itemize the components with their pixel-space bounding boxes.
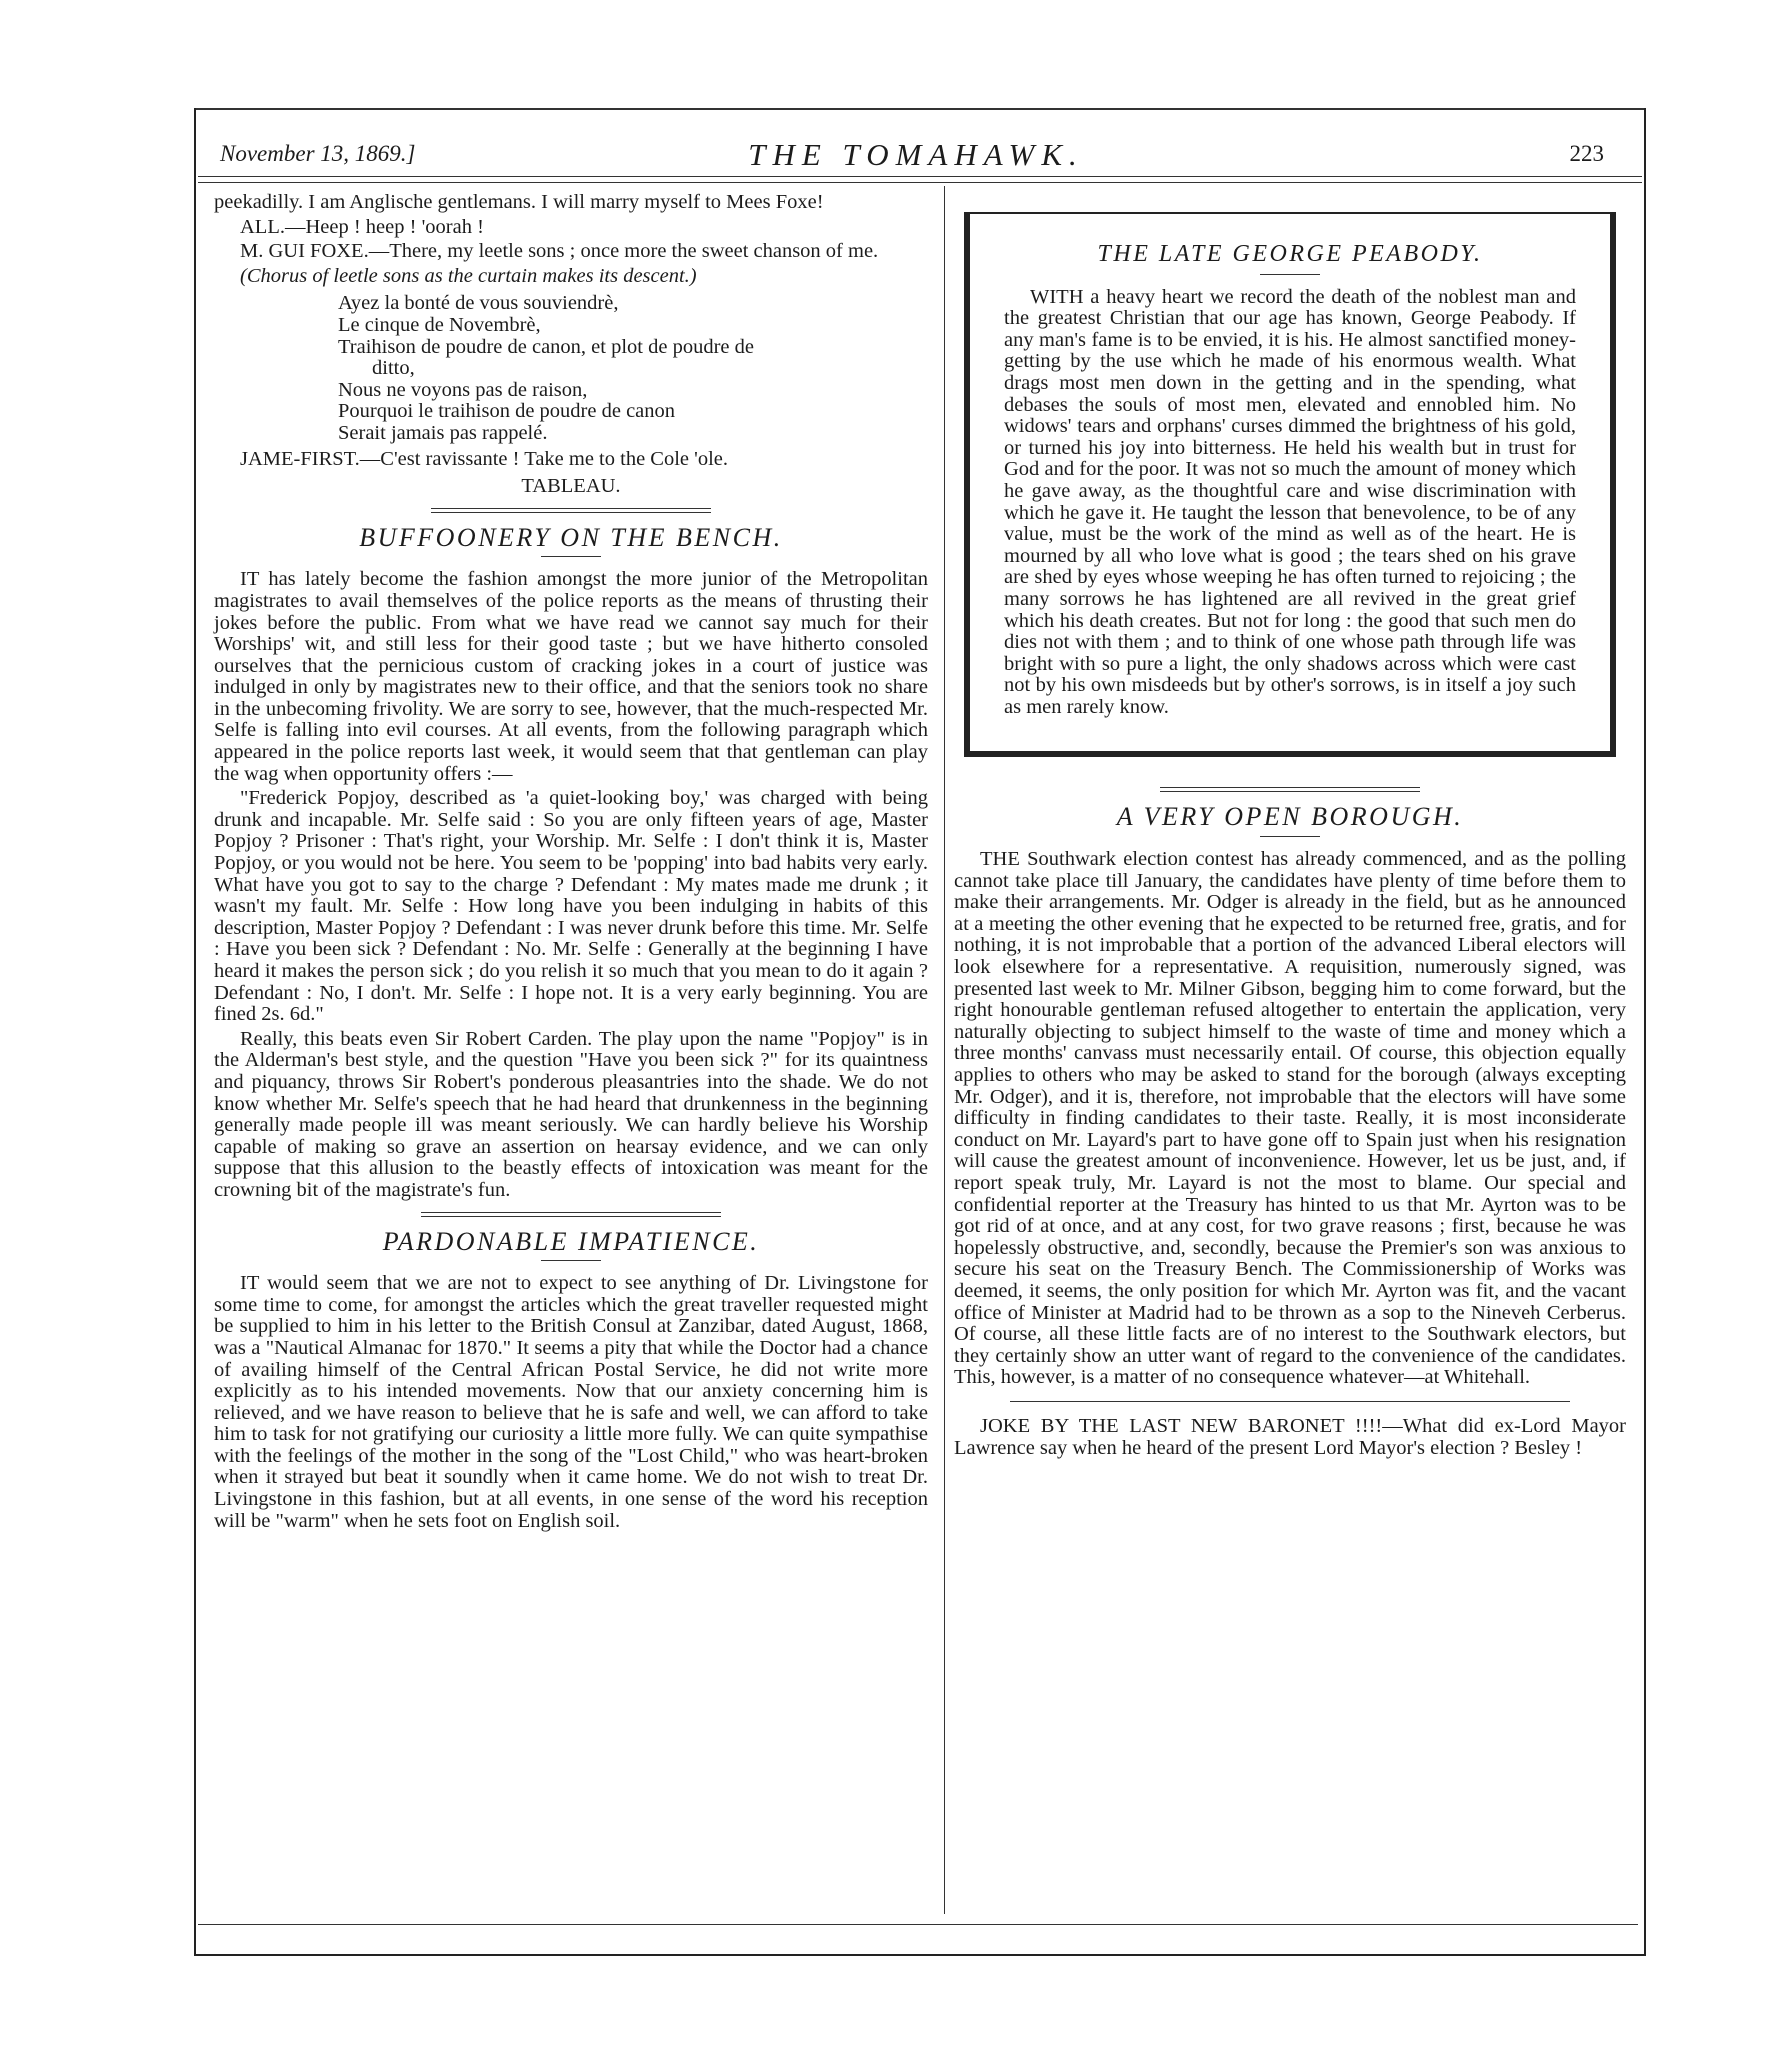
play-closing-line: JAME-FIRST.—C'est ravissante ! Take me to the Cole 'ole. [240, 447, 729, 470]
verse-line: Traihison de poudre de canon, et plot de poudre de [338, 335, 754, 358]
title-rule [541, 556, 601, 557]
verse-line: Serait jamais pas rappelé. [338, 421, 548, 444]
verse-line: Le cinque de Novembrè, [338, 313, 541, 336]
verse-line: Ayez la bonté de vous souviendrè, [338, 292, 619, 315]
joke-text: —What did ex-Lord Mayor Lawrence say when he heard of the present Lord Mayor's election ? Besley ! [954, 1414, 1626, 1459]
buffoonery-paragraph: "Frederick Popjoy, described as 'a quiet-looking boy,' was charged with being drunk and incapable. Mr. Selfe said : So you are only fifteen years of age, Master Popjoy ? Prisoner : That's right, your Worship. Mr. Selfe : I don't think it is, Master Popjoy, or you would not be here. You seem to be 'popping' into bad habits very early. What have you got to say to the charge ? Defendant : My mates made me drunk ; it wasn't my fault. Mr. Selfe : How long have you been indulging in habits of this description, Master Popjoy ? Defendant : I was never drunk before this time. Mr. Selfe : Have you been sick ? Defendant : No. Mr. Selfe : Generally at the beginning I have heard it makes the person sick ; do you relish it so much that you mean to do it again ? Defendant : No, I don't. Mr. Selfe : I hope not. It is a very early beginning. You are fined 2s. 6d." [214, 787, 928, 1026]
article-end-rule [1010, 1401, 1570, 1402]
title-rule [541, 1260, 601, 1261]
section-divider [1160, 787, 1420, 792]
buffoonery-paragraph: IT has lately become the fashion amongst the more junior of the Metropolitan magistrates to avail themselves of the police reports as the means of thrusting their jokes before the public. From what we have read we cannot say much for their Worships' wit, and still less for their good taste ; but we have hitherto consoled ourselves that the pernicious custom of cracking jokes in a court of justice was indulged in only by magistrates new to their office, and that the seniors took no share in the unbecoming frivolity. We are sorry to see, however, that the much-respected Mr. Selfe is falling into evil courses. At all events, from the following paragraph which appeared in the police reports last week, it would seem that that gentleman can play the wag when opportunity offers :— [214, 568, 928, 785]
peabody-title: THE LATE GEORGE PEABODY. [1097, 241, 1483, 267]
pardonable-paragraph: IT would seem that we are not to expect to see anything of Dr. Livingstone for some time to come, for amongst the articles which the great traveller requested might be supplied to him in his letter to the British Consul at Zanzibar, dated August, 1868, was a "Nautical Almanac for 1870." It seems a pity that while the Doctor had a chance of availing himself of the Central African Postal Service, he did not write more explicitly as to his intended movements. Now that our anxiety concerning him is relieved, and we have reason to believe that he is safe and well, we can afford to take him to task for not gratifying our curiosity a little more fully. We can quite sympathise with the feelings of the mother in the song of the "Lost Child," who was heart-broken when it strayed but beat it soundly when it came home. We do not wish to treat Dr. Livingstone in this fashion, but at all events, in one sense of the word his reception will be "warm" when he sets foot on English soil. [214, 1272, 928, 1532]
page-header [214, 137, 1618, 173]
issue-date: November 13, 1869.] [220, 141, 416, 166]
header-rule [198, 176, 1642, 177]
verse-line: Nous ne voyons pas de raison, [338, 378, 588, 401]
header-rule-inner [198, 182, 1642, 183]
play-line: peekadilly. I am Anglische gentlemans. I will marry myself to Mees Foxe! [214, 191, 824, 213]
title-rule [1260, 274, 1320, 275]
obituary-box [964, 212, 1616, 757]
left-column [214, 192, 928, 1535]
page-number: 223 [1569, 141, 1604, 166]
verse-line: ditto, [372, 357, 415, 380]
buffoonery-title: BUFFOONERY ON THE BENCH. [359, 522, 783, 552]
bottom-rule [198, 1924, 1638, 1925]
buffoonery-paragraph: Really, this beats even Sir Robert Carden. The play upon the name "Popjoy" is in the Alderman's best style, and the question "Have you been sick ?" for its quaintness and piquancy, throws Sir Robert's ponderous pleasantries into the shade. We do not know whether Mr. Selfe's speech that he had heard that drunkenness in the beginning generally made people ill was meant seriously. We can hardly believe his Worship capable of making so grave an assertion on hearsay evidence, and we can only suppose that this allusion to the beastly effects of intoxication was meant for the crowning bit of the magistrate's fun. [214, 1027, 928, 1201]
pardonable-title: PARDONABLE IMPATIENCE. [382, 1226, 760, 1256]
verse-line: Pourquoi le traihison de poudre de canon [338, 400, 676, 423]
section-divider [431, 508, 711, 513]
title-rule [1260, 836, 1320, 837]
tableau: TABLEAU. [521, 475, 621, 498]
play-line: M. GUI FOXE.—There, my leetle sons ; once more the sweet chanson of me. [240, 240, 879, 263]
column-separator [944, 186, 945, 1914]
song-verse [214, 293, 928, 444]
borough-paragraph: THE Southwark election contest has already commenced, and as the polling cannot take place till January, the candidates have plenty of time before them to make their arrangements. Mr. Odger is already in the field, but as he announced at a meeting the other evening that he expected to be returned free, gratis, and for nothing, it is not improbable that a portion of the advanced Liberal electors will look elsewhere for a representative. A requisition, numerously signed, was presented last week to Mr. Milner Gibson, begging him to come forward, but the right honourable gentleman refused altogether to entertain the application, very naturally objecting to subject himself to the waste of time and money which a three months' canvass must necessarily entail. Of course, this objection equally applies to others who may be asked to stand for the borough (always excepting Mr. Odger), and it is, therefore, not improbable that the electors will have some difficulty in finding candidates to their taste. Really, it is most inconsiderate conduct on Mr. Layard's part to have gone off to Spain just when his resignation will cause the greatest amount of inconvenience. However, let us be just, and, if report speak truly, Mr. Layard is not the most to blame. Our special and confidential reporter at the Treasury has hinted to us that Mr. Ayrton was to be got rid of at once, and at any cost, for two grave reasons ; first, because he was hopelessly obstructive, and, secondly, because the Premier's son was anxious to secure his seat on the Treasury Bench. The Commissionership of Works was deemed, it seems, the only position for which Mr. Ayrton was fit, and the vacant office of Minister at Madrid had to be thrown as a sop to the Nineveh Cerberus. Of course, all these little facts are of no interest to the Southwark electors, but they certainly show an utter want of regard to the convenience of the candidates. This, however, is a matter of no consequence whatever—at Whitehall. [954, 848, 1626, 1389]
joke-lead: JOKE BY THE LAST NEW BARONET !!!! [980, 1414, 1383, 1437]
borough-title: A VERY OPEN BOROUGH. [1116, 802, 1464, 832]
masthead: THE TOMAHAWK. [748, 137, 1084, 172]
peabody-paragraph: WITH a heavy heart we record the death of the noblest man and the greatest Christian that our age has known, George Peabody. If any man's fame is to be envied, it is his. He almost sanctified money-getting by the use which he made of his enormous wealth. What drags most men down in the getting and in the spending, what debases the souls of most men, elevated and ennobled him. No widows' tears and orphans' curses dimmed the brightness of his gold, or turned his joy into bitterness. He held his wealth but in trust for God and for the poor. It was not so much the amount of money which he gave away, as the thoughtful care and wise discrimination with which he gave it. He taught the lesson that benevolence, to be of any value, must be the work of the mind as well as of the heart. He is mourned by all who love what is good ; the tears shed on his grave are shed by eyes whose weeping he has often turned to rejoicing ; the many sorrows he has lightened are all revived in the great grief which his death creates. But not for long : the good that such men do dies not with them ; and to think of one whose path through life was bright with so pure a light, the only shadows across which were cast not by his own misdeeds but by other's sorrows, is in itself a joy such as men rarely know. [1004, 285, 1576, 718]
joke-paragraph [954, 1416, 1626, 1459]
stage-direction: (Chorus of leetle sons as the curtain makes its descent.) [240, 264, 697, 287]
play-line: ALL.—Heep ! heep ! 'oorah ! [240, 215, 484, 238]
right-column [954, 194, 1626, 1462]
section-divider [421, 1212, 721, 1217]
